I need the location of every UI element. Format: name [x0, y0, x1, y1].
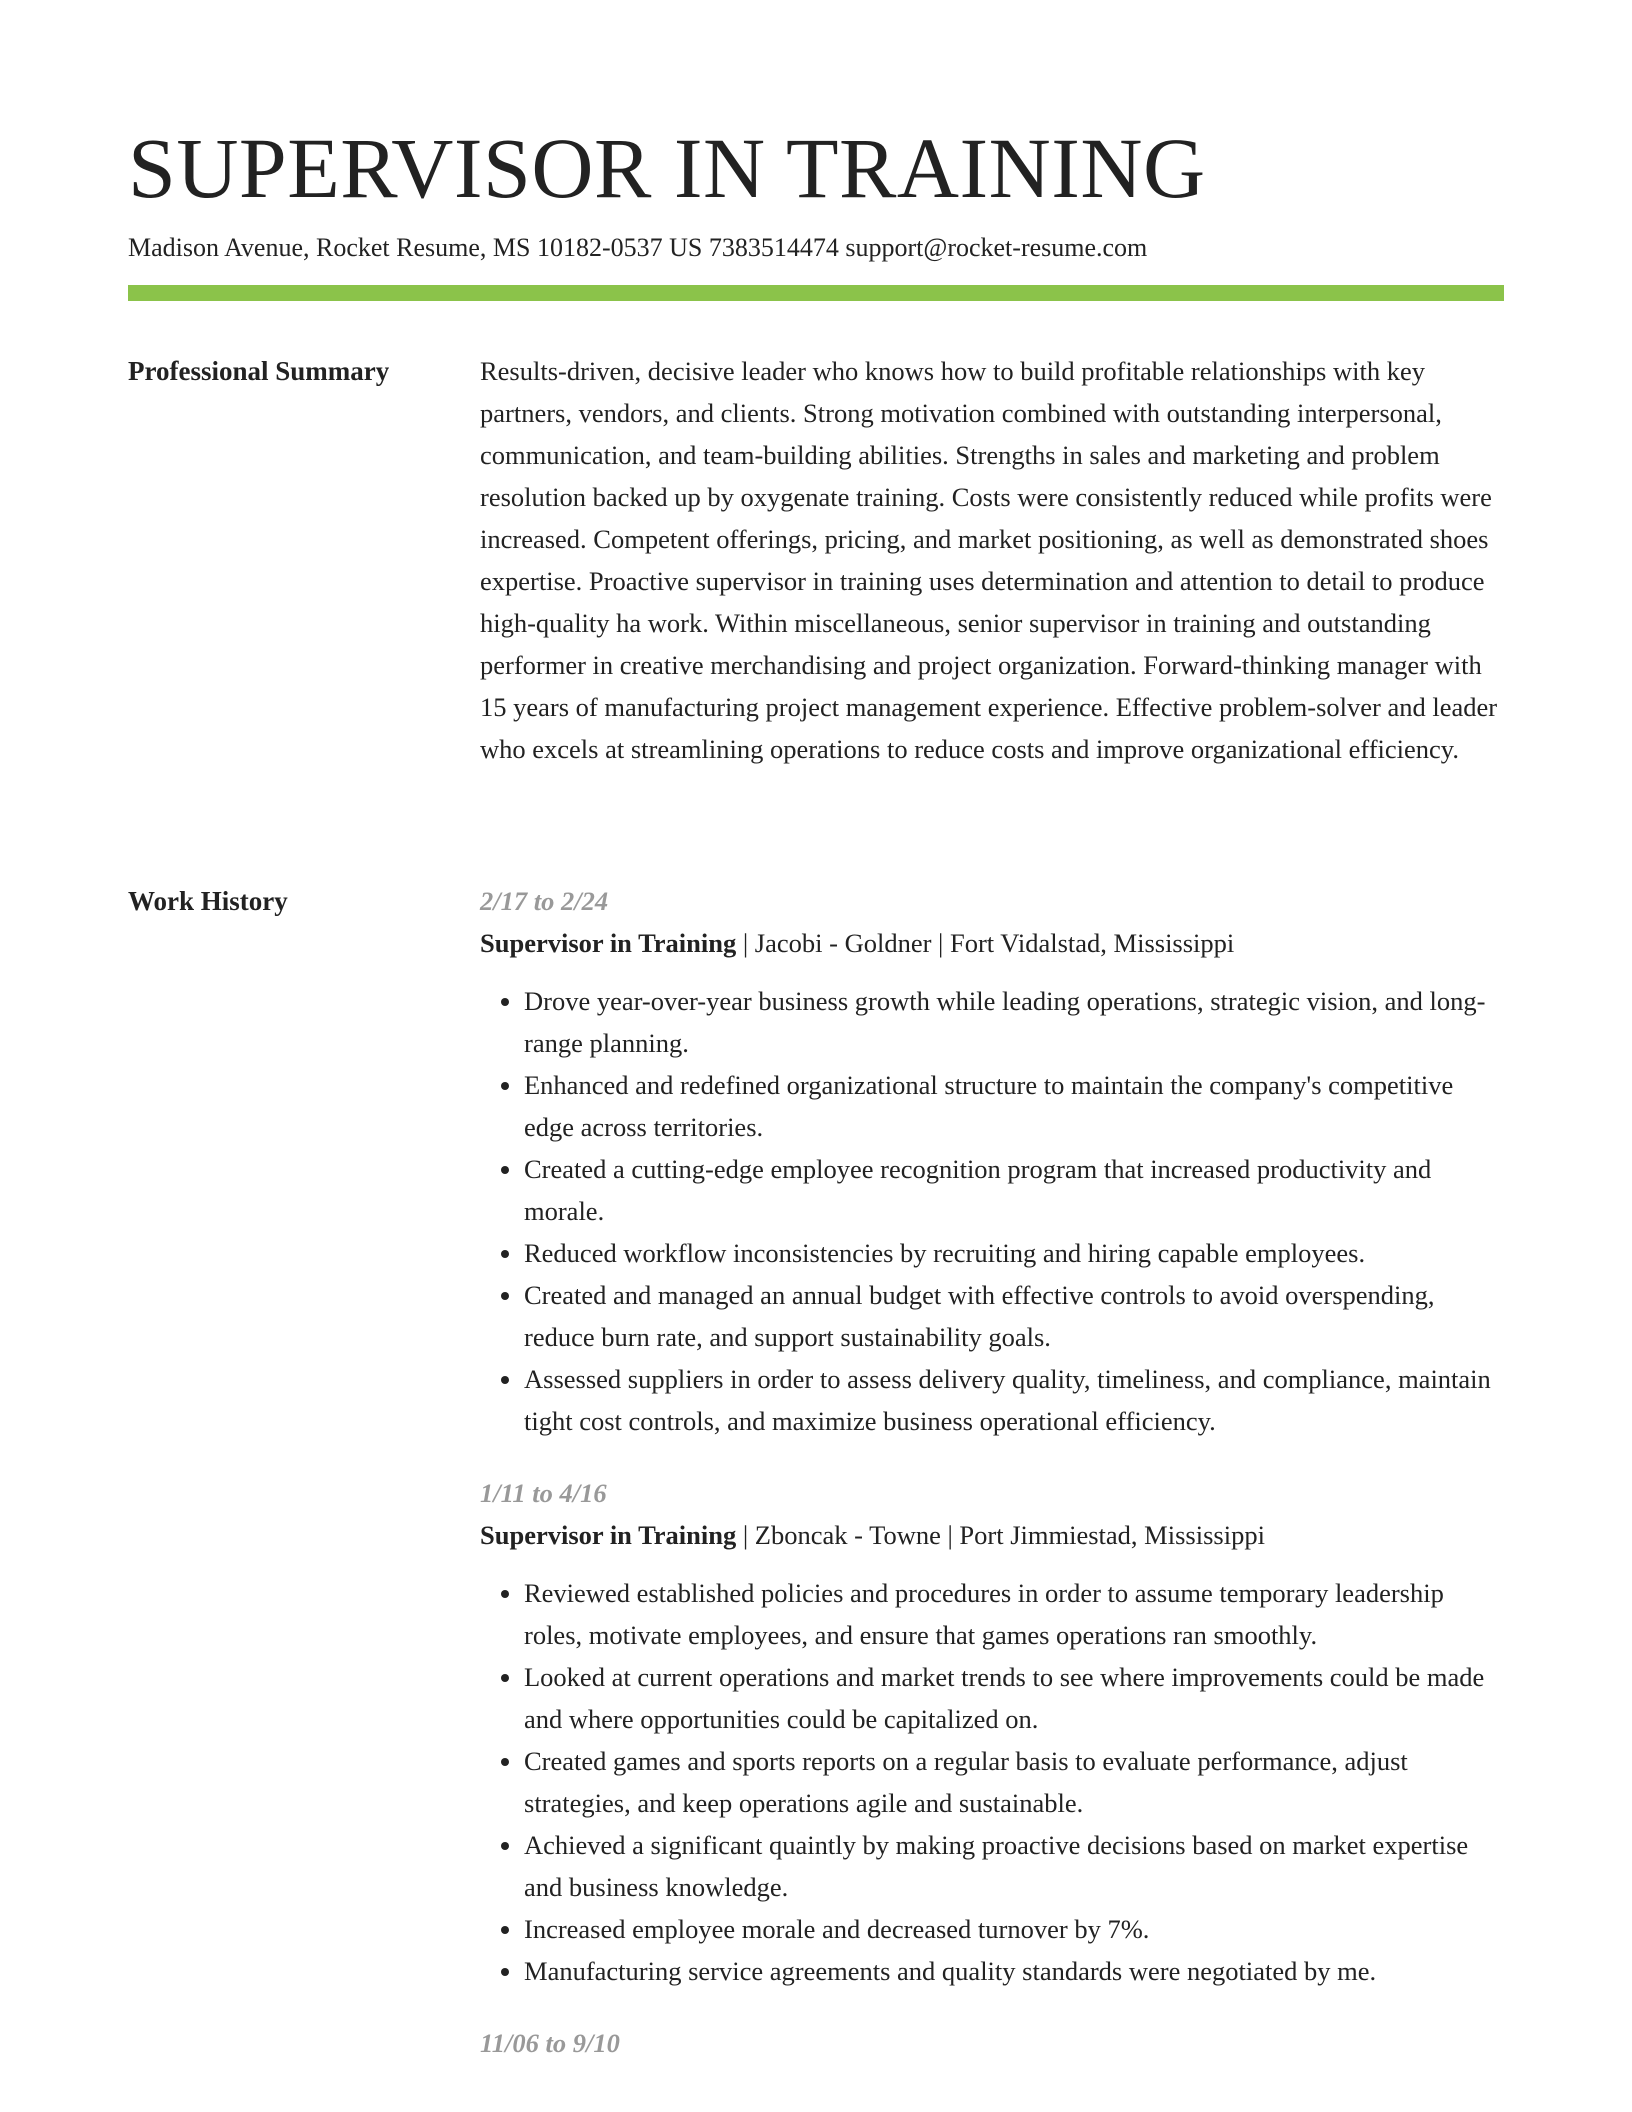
job-bullet: • Assessed suppliers in order to assess delivery quality, timeliness, and compliance, maintain tight cost controls, and maximize business operational efficiency.	[524, 1358, 1504, 1442]
summary-text: Results-driven, decisive leader who knows how to build profitable relationships with key partners, vendors, and clients. Strong motivation combined with outstanding interpersonal, communication, and team-building abilities. Strengths in sales and marketing and problem resolution backed up by oxygenate training. Costs were consistently reduced while profits were increased. Competent offerings, pricing, and market positioning, as well as demonstrated shoes expertise. Proactive supervisor in training uses determination and attention to detail to produce high-quality ha work. Within miscellaneous, senior supervisor in training and outstanding performer in creative merchandising and project organization. Forward-thinking manager with 15 years of manufacturing project management experience. Effective problem-solver and leader who excels at streamlining operations to reduce costs and improve organizational efficiency.	[480, 356, 1498, 764]
work-history-body	[480, 880, 1504, 2094]
summary-body	[480, 350, 1504, 770]
job-dates: 1/11 to 4/16	[480, 1478, 607, 1508]
job-heading	[480, 922, 1504, 964]
job-entry	[480, 880, 1504, 1442]
job-title: Supervisor in Training	[480, 1520, 737, 1550]
job-bullets	[480, 980, 1504, 1442]
job-details: | Jacobi - Goldner | Fort Vidalstad, Mississippi	[736, 928, 1235, 958]
job-bullet: • Reduced workflow inconsistencies by recruiting and hiring capable employees.	[524, 1232, 1504, 1274]
job-bullet: • Created and managed an annual budget with effective controls to avoid overspending, reduce burn rate, and support sustainability goals.	[524, 1274, 1504, 1358]
job-bullet: • Increased employee morale and decreased turnover by 7%.	[524, 1908, 1504, 1950]
job-entry	[480, 2022, 1504, 2064]
job-dates: 2/17 to 2/24	[480, 886, 609, 916]
contact-info: Madison Avenue, Rocket Resume, MS 10182-0537 US 7383514474 support@rocket-resume.com	[128, 233, 1148, 262]
job-bullet: • Created a cutting-edge employee recognition program that increased productivity and morale.	[524, 1148, 1504, 1232]
job-bullets	[480, 1572, 1504, 1992]
job-title: Supervisor in Training	[480, 928, 737, 958]
header-accent-rule	[128, 285, 1504, 301]
work-history-title: Work History	[128, 886, 288, 916]
job-bullet: • Achieved a significant quaintly by making proactive decisions based on market expertise and business knowledge.	[524, 1824, 1504, 1908]
job-bullet: • Created games and sports reports on a regular basis to evaluate performance, adjust strategies, and keep operations agile and sustainable.	[524, 1740, 1504, 1824]
candidate-name: SUPERVISOR IN TRAINING	[128, 120, 1206, 216]
job-bullet: • Drove year-over-year business growth while leading operations, strategic vision, and long-range planning.	[524, 980, 1504, 1064]
job-bullet: • Enhanced and redefined organizational structure to maintain the company's competitive edge across territories.	[524, 1064, 1504, 1148]
job-entry	[480, 1472, 1504, 1992]
job-dates: 11/06 to 9/10	[480, 2028, 620, 2058]
job-details: | Zboncak - Towne | Port Jimmiestad, Mississippi	[736, 1520, 1265, 1550]
job-bullet: • Manufacturing service agreements and quality standards were negotiated by me.	[524, 1950, 1504, 1992]
job-heading	[480, 1514, 1504, 1556]
job-bullet: • Looked at current operations and market trends to see where improvements could be made and where opportunities could be capitalized on.	[524, 1656, 1504, 1740]
job-bullet: • Reviewed established policies and procedures in order to assume temporary leadership roles, motivate employees, and ensure that games operations ran smoothly.	[524, 1572, 1504, 1656]
summary-title: Professional Summary	[128, 356, 390, 386]
